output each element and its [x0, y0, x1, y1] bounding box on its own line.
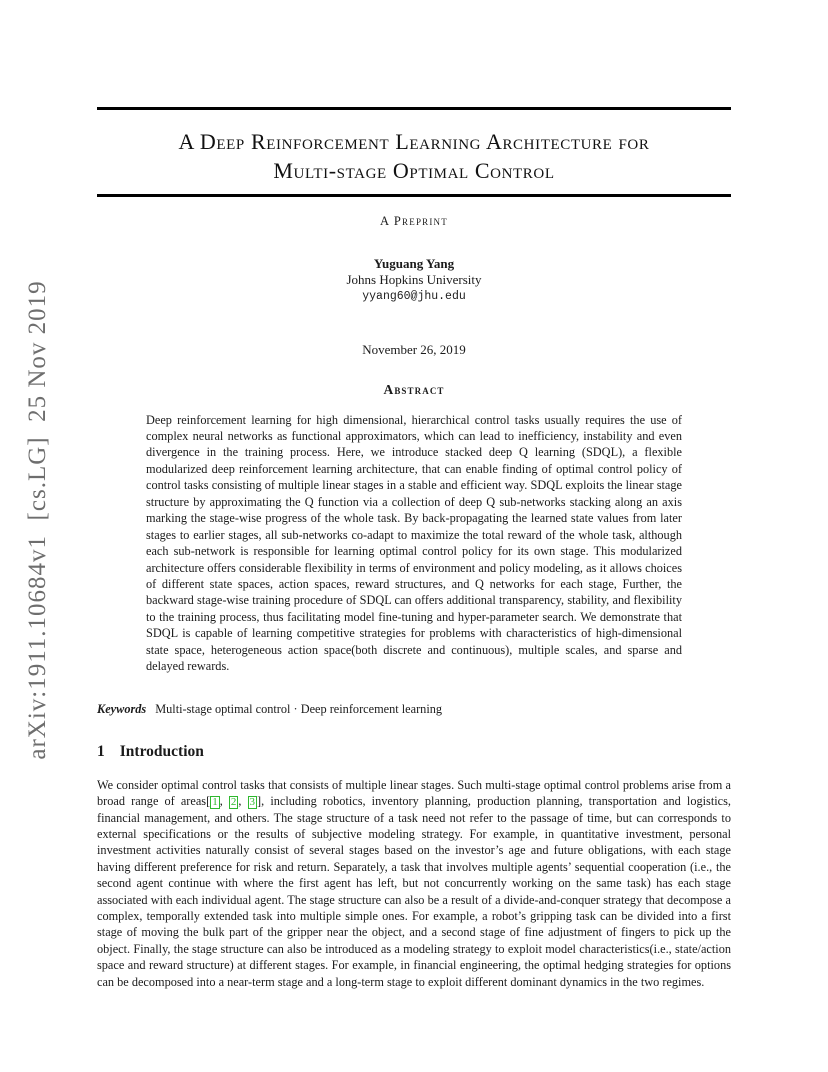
paper-date: November 26, 2019 — [362, 341, 466, 357]
paper-content — [97, 0, 731, 1002]
section-number: 1 — [97, 742, 105, 760]
citation-bracket-close: ] — [257, 794, 262, 809]
abstract-heading: Abstract — [383, 381, 445, 397]
citation-link-2[interactable]: 2 — [230, 796, 237, 809]
introduction-paragraph — [97, 777, 731, 990]
citation-separator: , — [238, 794, 248, 809]
author-affiliation: Johns Hopkins University — [346, 271, 482, 287]
intro-text-before-citations: We consider optimal control tasks that consists of multiple linear stages. Such multi-stage optimal control problems arise from a broad range of areas — [97, 777, 731, 809]
intro-text-after-citations: , including robotics, inventory planning, production planning, transportation and logistics, financial management, and others. The stage structure of a task need not refer to the passage of time, but can corresponds to external specifications or the results of subjective modeling strategy. For example, in quantitative investment, personal investment activities naturally consist of several stages based on the investor’s age and future obligations, with each stage having different preference for risk and return. Separately, a task that involves multiple agents’ sequential cooperation (i.e., the second agent continue with where the first agent has left, but not concurrently working on the same task) has each stage associated with each individual agent. The stage structure can also be a result of a divide-and-conquer strategy that decompose a complex, temporally extended task into multiple simple ones. For example, a robot’s gripping task can be divided into a first stage of moving the bulk part of the gripper near the object, and a second stage of fine adjustment of fingers to pick up the object. Finally, the stage structure can also be introduced as a modeling strategy to exploit model characteristics(i.e., state/action space and reward structure) at different stages. For example, in financial engineering, the optimal hedging strategies for options can be decomposed into a near-term stage and a long-term stage to exploit different dominant dynamics in the two regimes. — [97, 794, 731, 989]
citation-link-3[interactable]: 3 — [249, 796, 256, 809]
title-rule-bottom — [97, 194, 731, 197]
author-email-link[interactable]: yyang60@jhu.edu — [362, 290, 466, 303]
keywords-text: Multi-stage optimal control · Deep reinforcement learning — [155, 701, 443, 716]
author-block — [97, 256, 731, 305]
citation-bracket-open: [ — [206, 794, 211, 809]
keywords-line — [97, 702, 731, 717]
paper-title — [97, 127, 731, 185]
keywords-label: Keywords — [97, 701, 147, 716]
paper-title-line1: A Deep Reinforcement Learning Architecture for — [178, 129, 650, 154]
title-rule-top — [97, 107, 731, 110]
preprint-label: A Preprint — [380, 214, 448, 228]
author-name: Yuguang Yang — [373, 256, 455, 271]
abstract-text: Deep reinforcement learning for high dimensional, hierarchical control tasks usually requires the use of complex neural networks as functional approximators, which can lead to inefficiency, instability and even divergence in the training process. Here, we introduce stacked deep Q learning (SDQL), a flexible modularized deep reinforcement learning architecture, that can enable finding of optimal control policy of control tasks consisting of multiple linear stages in a stable and efficient way. SDQL exploits the linear stage structure by approximating the Q function via a collection of deep Q sub-networks stacking along an axis marking the stage-wise progress of the whole task. By back-propagating the learned state values from later stages to earlier stages, all sub-networks co-adapt to maximize the total reward of the whole task, although each sub-network is responsible for learning optimal control policy for its own stage. This modularized architecture offers considerable flexibility in terms of environment and policy modeling, as it allows choices of different state spaces, action spaces, reward structures, and Q networks for each stage, Further, the backward stage-wise training procedure of SDQL can offers additional transparency, stability, and flexibility to the training process, thus facilitating model fine-tuning and hyper-parameter search. We demonstrate that SDQL is capable of learning competitive strategies for problems with characteristics of high-dimensional state space, heterogeneous action space(both discrete and continuous), multiple scales, and sparse and delayed rewards. — [146, 412, 682, 674]
section-title: Introduction — [119, 742, 204, 760]
arxiv-watermark: arXiv:1911.10684v1 [cs.LG] 25 Nov 2019 — [24, 280, 51, 760]
paper-title-line2: Multi-stage Optimal Control — [273, 158, 555, 183]
section-heading-introduction — [97, 743, 731, 761]
citation-link-1[interactable]: 1 — [212, 796, 218, 809]
citation-separator: , — [219, 794, 229, 809]
